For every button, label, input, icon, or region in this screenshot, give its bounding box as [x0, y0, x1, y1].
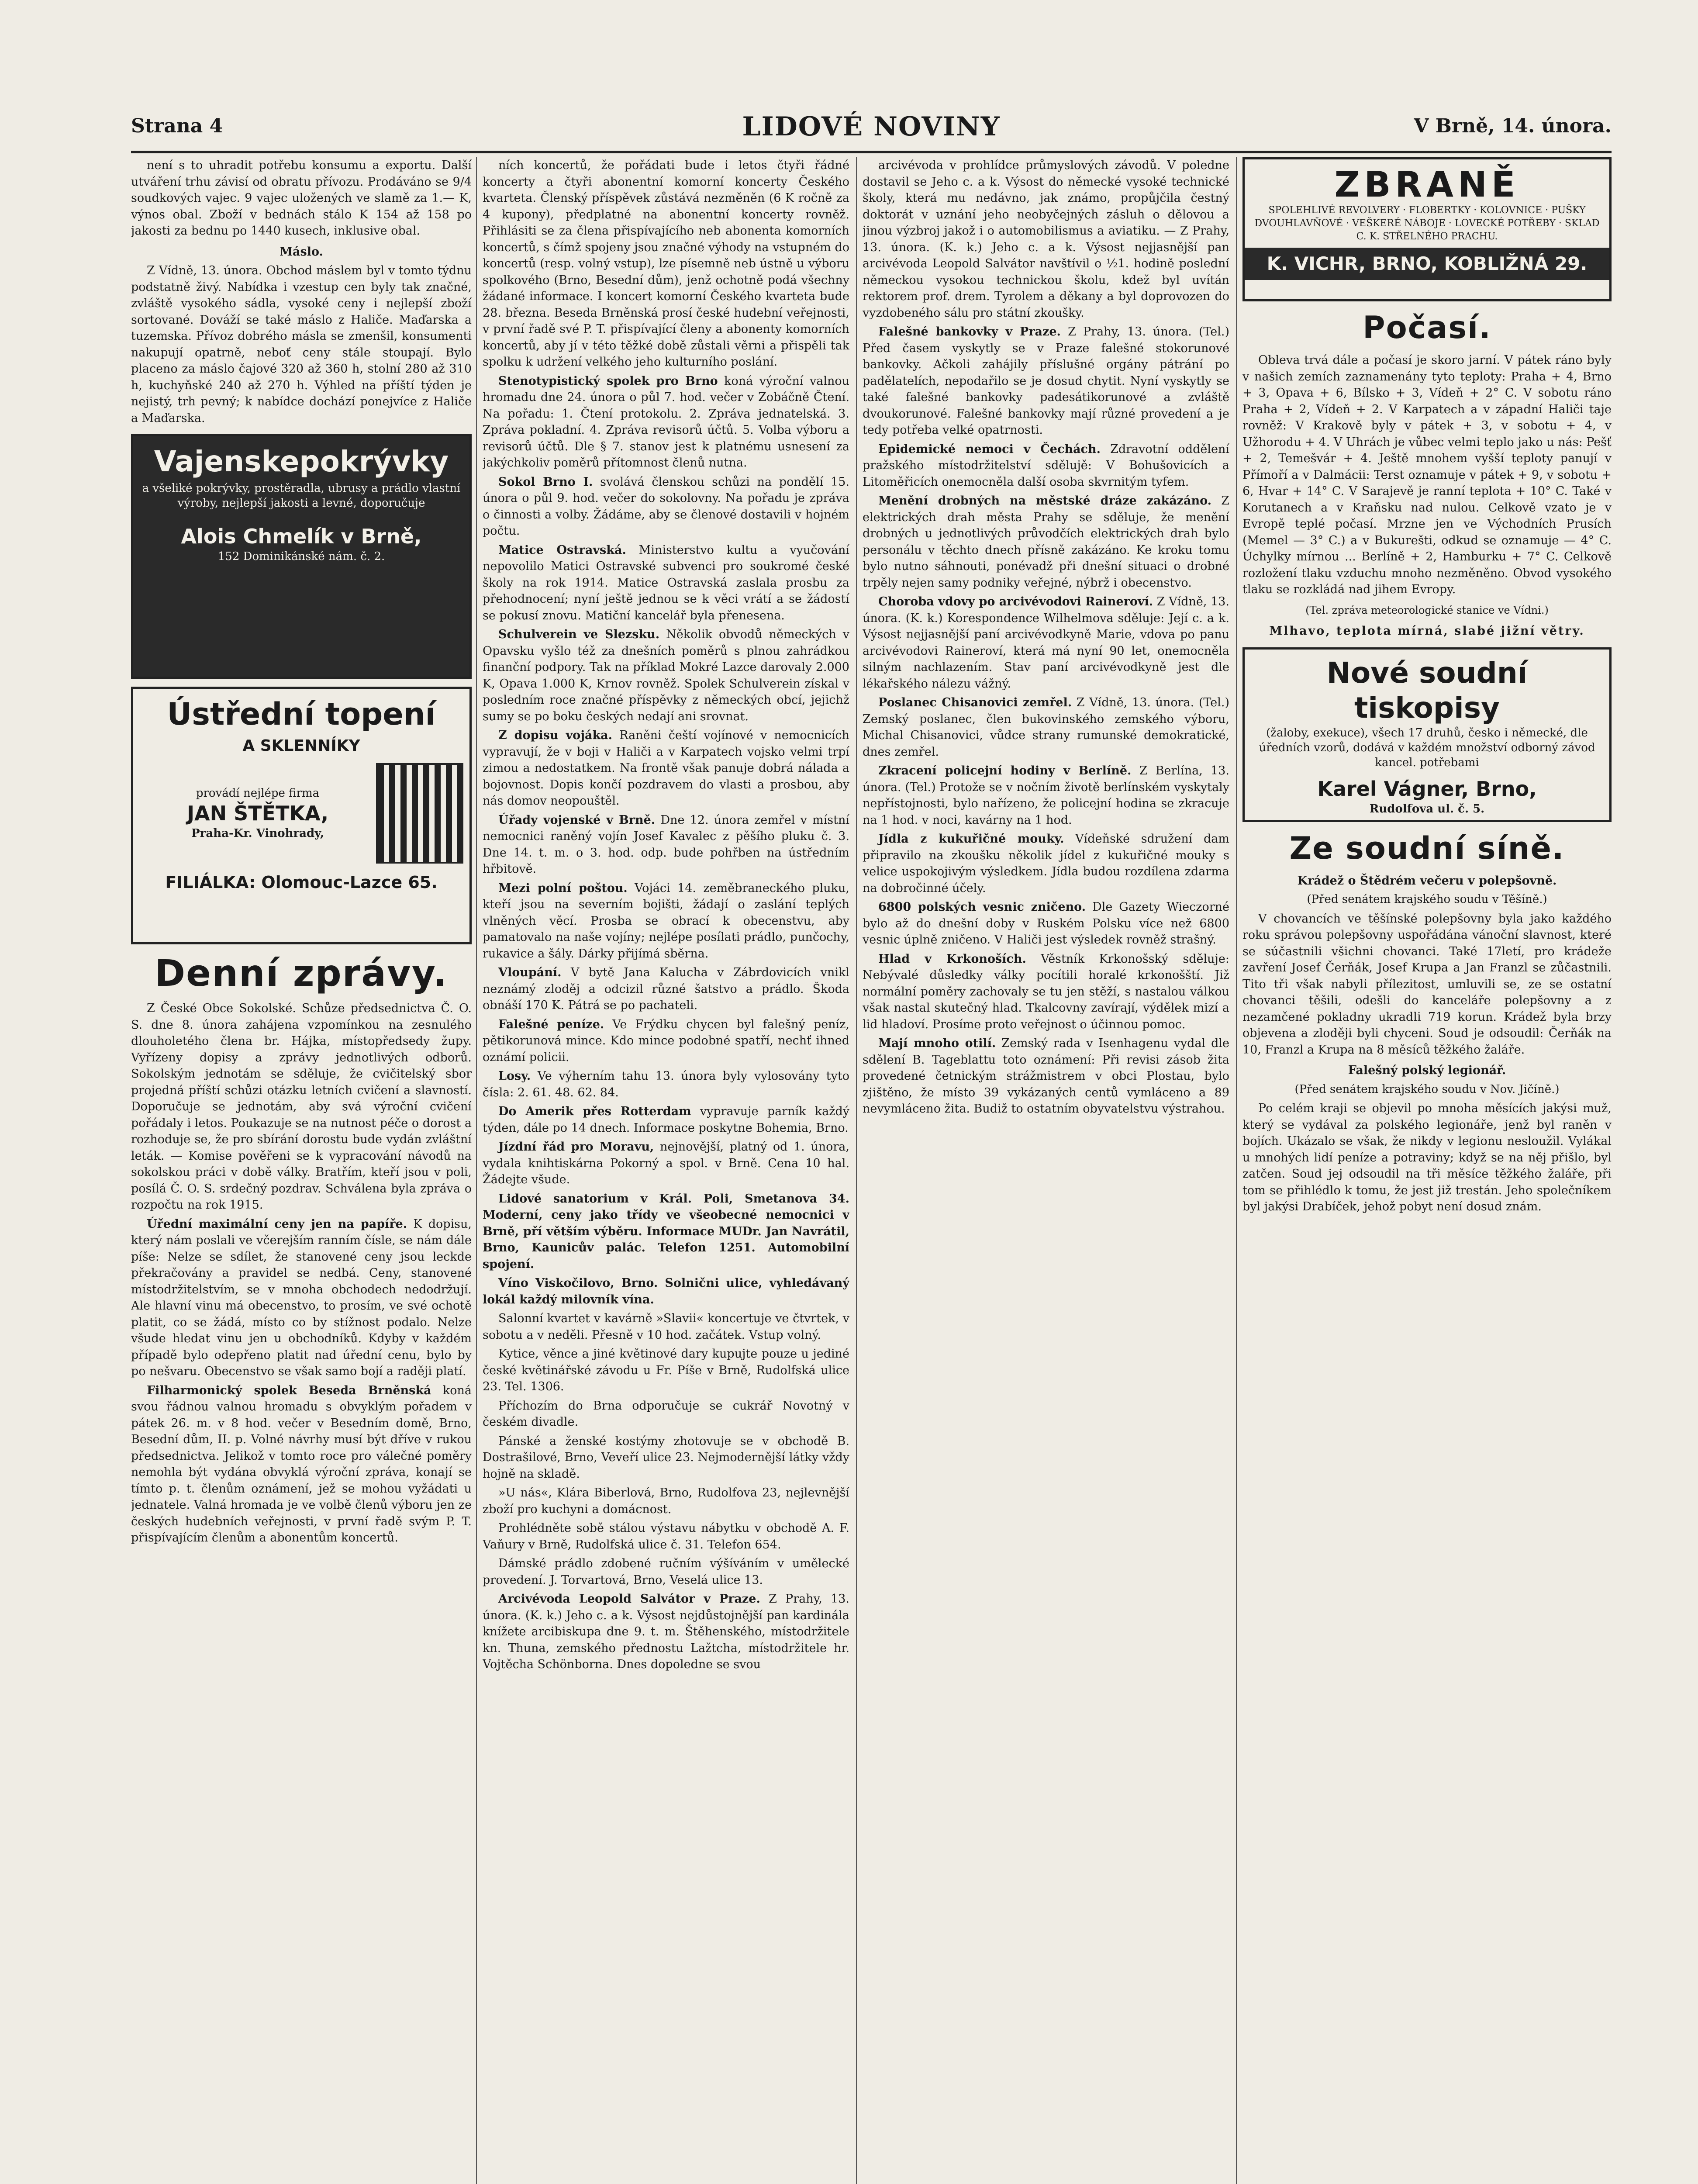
classified-ad: Dámské prádlo zdobené ručním výšíváním v umělecké provedení. J. Torvartová, Brno, Veselá ulice 13.: [483, 1557, 849, 1587]
column-1: [131, 157, 472, 2184]
classified-ad: Salonní kvartet v kavárně »Slavii« koncertuje ve čtvrtek, v sobotu a v neděli. Přesně v 10 hod. začátek. Vstup volný.: [483, 1312, 849, 1342]
radiator-icon: [376, 763, 463, 864]
article-heading: Mezi polní poštou.: [498, 881, 628, 895]
article-text: není s to uhradit potřebu konsumu a exportu. Další utváření trhu závisí od obratu přívozu. Prodáváno se 9/4 soudkových vajec. 9 vajec uložených ve slamě za 1.— K, výnos obal. Zboží v bednách stálo K 154 až 158 po jakosti za bednu po 1440 kusech, inklusive obal.: [131, 159, 472, 238]
classified-ad: Příchozím do Brna odporučuje se cukrář Novotný v českém divadle.: [483, 1399, 849, 1429]
article-text: Několik obvodů německých v Opavsku vyšlo též za dnešních poměrů s plnou zahrádkou finanční podpory. Tak na příklad Mokré Lazce darovaly 2.000 K, Opava 1.000 K, Krnov rovněž. Spolek Schulverein získal v posledním roce značné příspěvky z německých obcí, jejichž sumy se po boku českých nedají ani srovnat.: [483, 628, 849, 723]
article-heading: Arcivévoda Leopold Salvátor v Praze.: [498, 1592, 760, 1606]
column-3: [863, 157, 1229, 2184]
column-rule: [476, 157, 477, 2184]
article-text: Zemský rada v Isenhagenu vydal dle sdělení B. Tageblattu toto oznámení: Při revisi zásob žita provedené četnickým strážmistrem v obci Plostau, bylo zjištěno, že místo 39 vykázaných centů vymláceno a 89 nevymláceno žita. Budiž to ostatním obyvatelstvu výstrahou.: [863, 1037, 1229, 1116]
article-heading: Losy.: [498, 1069, 531, 1083]
ad-text: provádí nejlépe firma: [196, 787, 320, 800]
ad-address: 152 Dominikánské nám. č. 2.: [217, 550, 385, 563]
article-text: svolává členskou schůzi na pondělí 15. února o půl 9. hod. večer do sokolovny. Na pořadu je zpráva o činnosti a volby. Žádáme, aby se členové dostavili v hojném počtu.: [483, 475, 849, 538]
article-subheading: (Před senátem krajského soudu v Těšíně.): [1307, 893, 1547, 906]
advertisement-weapons: [1242, 157, 1612, 301]
article-text: Dle Gazety Wieczorné bylo až do dnešní doby v Ruském Polsku více než 6800 vesnic úplně zničeno. V Haliči jest výsledek rovněž strašný.: [863, 900, 1229, 947]
article-text: Vídeňské sdružení dam připravilo na zkoušku několik jídel z kukuřičné mouky s velice uspokojivým výsledkem. Jídla budou rozdílena zdarma na dobročinné účely.: [863, 832, 1229, 895]
article-heading: Falešný polský legionář.: [1348, 1064, 1506, 1077]
article-heading: Zkracení policejní hodiny v Berlíně.: [878, 764, 1132, 778]
article-heading: Falešné peníze.: [498, 1017, 604, 1031]
article-text: Věstník Krkonošský sděluje: Nebývalé důsledky války pocítili horalé krkonošští. Již normální poměry zachovaly se tu jen stěží, s nastalou válkou však nastal skutečný hlad. Tkalcovny zavírají, výdělek mizí a lid hladoví. Prosíme proto veřejnost o účinnou pomoc.: [863, 952, 1229, 1031]
classified-ad: Víno Viskočilovo, Brno. Solnični ulice, vyhledávaný lokál každý milovník vína.: [483, 1276, 849, 1306]
article-text: Z Vídně, 13. února. Obchod máslem byl v tomto týdnu podstatně živý. Nabídka i vzestup cen byly tak značné, zvláště vysokého sádla, vysoké ceny i nejlepší zboží sortované. Dováží se také máslo z Haliče. Maďarska a tuzemska. Přívoz dobrého másla se zmenšil, konsumenti nakupují opatrně, neboť ceny stále stoupají. Bylo placeno za máslo čajové 320 až 360 h, stolní 280 až 310 h, kuchyňské 240 až 270 h. Výhled na příští týden je nejistý, trh pevný; k nabídce dochází ponejvíce z Haliče a Maďarska.: [131, 264, 472, 425]
article-text: ních koncertů, že pořádati bude i letos čtyři řádné koncerty a čtyři abonentní komorní koncerty Českého kvarteta. Členský příspěvek zůstává nezměněn (6 K ročně za 4 kupony), předplatné na abonentní koncerty rovněž. Přihlásiti se za člena přispívajícího neb abonenta komorních koncertů, s čímž spojeny jsou značné výhody na vstupném do koncertů (resp. volný vstup), lze písemně neb ústně u výboru spolkového (Brno, Besední dům), jenž ochotně podá všechny žádané informace. I koncert komorní Českého kvarteta bude 28. března. Beseda Brněnská prosí české hudební veřejnosti, v první řadě své P. T. přispívající členy a abonenty komorních koncertů, aby jí v této těžké době zůstali věrni a přispěli tak spolku k udržení velkého jeho kulturního poslání.: [483, 159, 849, 369]
article-text: nejnovější, platný od 1. února, vydala knihtiskárna Pokorný a spol. v Brně. Cena 10 hal. Žádejte všude.: [483, 1140, 849, 1186]
column-rule: [1236, 157, 1237, 2184]
classified-ad: Lidové sanatorium v Král. Poli, Smetanova 34. Moderní, ceny jako třídy ve všeobecné nemocnici v Brně, pří větším výběru. Informace MUDr. Jan Navrátil, Brno, Kaunicův palác. Telefon 1251. Automobilní spojení.: [483, 1192, 849, 1271]
advertisement-blankets: [131, 434, 472, 679]
column-2: [483, 157, 849, 2184]
article-subheading: (Před senátem krajského soudu v Nov. Jičíně.): [1294, 1082, 1560, 1096]
article-text: Ve Frýdku chycen byl falešný peníz, pětikorunová mince. Kdo mince podobné spatří, nechť ihned oznámí policii.: [483, 1017, 849, 1064]
article-heading: Filharmonický spolek Beseda Brněnská: [147, 1383, 431, 1397]
weather-forecast: Mlhavo, teplota mírná, slabé jižní větry.: [1269, 624, 1585, 638]
article-text: Raněni čeští vojínové v nemocnicích vypravují, že v boji v Haliči a v Karpatech vojsko velmi trpí zimou a nedostatkem. Na frontě však panuje dobrá nálada a bojovnost. Dopis končí pozdravem do vlasti a prosbou, aby nás domov neopouštěl.: [483, 729, 849, 808]
article-heading: Vloupání.: [498, 966, 562, 979]
ad-company: Alois Chmelík v Brně,: [181, 525, 422, 548]
article-text: V chovancích ve těšínské polepšovny byla jako každého roku správou polepšovny uspořádána vánoční slavnost, které se súčastnili všichni chovanci. Také 17letí, pro krádeže zavření Josef Čerňák, Josef Krupa a Jan Franzl se zůčastnili. Tito tři však nabyli přílezitost, umluvili se, ze se ostatní chovanci těšili, odešli do kanceláře polepšovny a z nezamčené pokladny ukradli 719 korun. Krádež byla brzy objevena a zloději byli chyceni. Soud je odsoudil: Čerňák na 10, Franzl a Krupa na 8 měsíců těžkého žaláře.: [1242, 912, 1612, 1057]
article-text: Z Vídně, 13. února. (Tel.) Zemský poslanec, člen bukovinského zemského výboru, Michal Chisanovici, vůdce strany rumunské demokratické, dnes zemřel.: [863, 696, 1229, 759]
article-heading: Schulverein ve Slezsku.: [498, 628, 660, 641]
article-text: Z elektrických drah města Prahy se sděluje, že menění drobných u jednotlivých průvodčích elektrických drah bylo personálu v těchto dnech přísně zakázáno. Ke kroku tomu bylo nutno sáhnouti, ponévadž při dnešní situaci o drobné trpěly nejen samy podniky veřejné, nýbrž i obecenstvo.: [863, 494, 1229, 590]
column-4: [1242, 157, 1612, 2184]
article-heading: Úřední maximální ceny jen na papíře.: [147, 1217, 407, 1231]
article-heading: Do Amerik přes Rotterdam: [498, 1105, 691, 1118]
article-heading: Z dopisu vojáka.: [498, 729, 613, 742]
article-text: Z Prahy, 13. února. (Tel.) Před časem vyskytly se v Praze falešné stokorunové bankovky. Ačkoli zahájily příslušné orgány pátrání po padělatelích, nepodařilo se je dosud chytit. Nyní vyskytly se také falešné bankovky padesátikorunové a zvláště dvoukorunové. Falešné bankovky mají různé provedení a je tedy potřeba velké opatrnosti.: [863, 325, 1229, 437]
article-text: Zdravotní oddělení pražského místodržitelství sdělujě: V Bohušovicích a Litoměřicích onemocněla další osoba skvrnitým tyfem.: [863, 442, 1229, 489]
ad-address: Praha-Kr. Vinohrady,: [191, 827, 324, 840]
article-text: Ve výherním tahu 13. února byly vylosovány tyto čísla: 2. 61. 48. 62. 84.: [483, 1069, 849, 1099]
article-text: Ministerstvo kultu a vyučování nepovolilo Matici Ostravské subvenci pro soukromé české školy na rok 1914. Matice Ostravská zaslala prosbu za přehodnocení; nyní ještě jednou se k věci vrátí a se žádostí se pokusí znovu. Matiční kancelář byla přenesena.: [483, 543, 849, 622]
article-heading: Menění drobných na městské dráze zakázáno.: [878, 494, 1212, 508]
page-number: Strana 4: [131, 115, 223, 137]
article-heading: Epidemické nemoci v Čechách.: [878, 442, 1101, 456]
article-text: koná výroční valnou hromadu dne 24. února o půl 7. hod. večer v Zobáčně Čtení. Na pořadu: 1. Čtení protokolu. 2. Zpráva jednatelská. 3. Zpráva pokladní. 4. Zpráva revisorů účtů. 5. Volba výboru a revisorů účtů. Dle § 7. stanov jest k platnému usnesení za jakýchkoliv poměrů přítomnost členů nutna.: [483, 374, 849, 470]
ad-text: a všeliké pokrývky, prostěradla, ubrusy a prádlo vlastní výroby, nejlepší jakosti a levné, doporučuje: [142, 482, 461, 510]
article-text: arcivévoda v prohlídce průmyslových závodů. V poledne dostavil se Jeho c. a k. Výsost do německé vysoké technické školy, která mu nedávno, jak známo, propůjčila čestný doktorát v uznání jeho neobyčejných zásluh o dělovou a jinou výzbroj jakož i o automobilismus a aviatiku. — Z Prahy, 13. února. (K. k.) Jeho c. a k. Výsost nejjasnější pan arcivévoda Leopold Salvátor navštívil o ½1. hodině poslední německou vysokou technickou školu, kdež byl uvítán rektorem prof. drem. Tyrolem a děkany a byl doprovozen do vyzdobeného sálu pro státní zkoušky.: [863, 159, 1229, 320]
article-text: Z České Obce Sokolské. Schůze předsednictva Č. O. S. dne 8. února zahájena vzpomínkou na zesnulého dlouholetého člena br. Hájka, místopředsedy župy. Vyřízeny dopisy a zprávy jednotlivých odborů. Sokolským jednotám se sděluje, že cvičitelský sbor projedná příští schůzi otázku letních cvičení a slavností. Doporučuje se jednotám, aby svá výroční cvičení pořádaly i letos. Poukazuje se na nutnost péče o dorost a rozhoduje se, že pro sbírání dorostu bude vydán zvláštní leták. — Komise pověřeni se k vypracování návodů na sokolskou práci v době války. Bratřím, kteří jsou v poli, posílá Č. O. S. srdečný pozdrav. Schválena byla zpráva o rozpočtu na rok 1915.: [131, 1002, 472, 1212]
weather-report: Obleva trvá dále a počasí je skoro jarní. V pátek ráno byly v našich zemích zaznamenány tyto teploty: Praha + 4, Brno + 3, Opava + 6, Bílsko + 3, Vídeň + 2° C. V sobotu ráno Praha + 2, Vídeň + 2. V Karpatech a v západní Haliči taje rovněž: V Krakově byly v pátek + 3, v sobotu + 4, v Užhorodu + 4. V Uhrách je vůbec velmi teplo jako u nás: Pešť + 2, Temešvár + 4. Ještě mnohem vyšší teploty panují v Přímoří a v Dalmácii: Terst oznamuje v pátek + 9, v sobotu + 6, Hvar + 14° C. V Sarajevě je ranní teplota + 10° C. Také v Korutanech a v Kraňsku nad nulou. Celkově vzato je v Evropě teplé počasí. Mrzne jen ve Východních Prusích (Memel — 3° C.) a v Bukurešti, odkud se oznamuje — 4° C. Úchylky mírnou ... Berlíně + 2, Hamburku + 7° C. Celkově rozložení tlaku vzduchu mnoho nezměněno. Obvod vysokého tlaku se rozkládá nad jihem Evropy.: [1242, 353, 1612, 596]
article-heading: 6800 polských vesnic zničeno.: [878, 900, 1086, 914]
classified-ad: Pánské a ženské kostýmy zhotovuje se v obchodě B. Dostrašilové, Brno, Veveří ulice 23. Nejmodernější látky vždy hojně na skladě.: [483, 1434, 849, 1481]
article-heading: Stenotypistický spolek pro Brno: [498, 374, 718, 388]
ad-text: SPOLEHLIVÉ REVOLVERY · FLOBERTKY · KOLOVNICE · PUŠKY DVOUHLAVŇOVÉ · VEŠKERÉ NÁBOJE · LOVECKÉ POTŘEBY · SKLAD C. K. STŘELNÉHO PRACHU.: [1254, 205, 1600, 242]
article-heading: Mají mnoho otilí.: [878, 1037, 996, 1050]
article-heading: Choroba vdovy po arcivévodovi Raineroví.: [878, 595, 1153, 608]
column-rule: [856, 157, 857, 2184]
advertisement-forms: [1242, 647, 1612, 822]
ad-company: K. VICHR, BRNO, KOBLIŽNÁ 29.: [1267, 253, 1588, 274]
advertisement-heating: [131, 687, 472, 944]
ad-title: Nové soudní tiskopisy: [1326, 656, 1528, 725]
article-heading: Matice Ostravská.: [498, 543, 626, 557]
article-heading: Úřady vojenské v Brně.: [498, 813, 656, 827]
paper-name: LIDOVÉ NOVINY: [742, 111, 1001, 142]
ad-address: Rudolfova ul. č. 5.: [1369, 802, 1485, 816]
article-heading: Máslo.: [280, 245, 323, 259]
section-title: Počasí.: [1363, 310, 1491, 346]
article-heading: Sokol Brno I.: [498, 475, 593, 489]
article-heading: Jízdní řád pro Moravu,: [498, 1140, 654, 1154]
article-heading: Falešné bankovky v Praze.: [878, 325, 1061, 339]
section-title: Ze soudní síně.: [1289, 830, 1565, 866]
ad-title: Vajenskepokrývky: [154, 445, 449, 478]
ad-title: ZBRANĚ: [1334, 164, 1520, 205]
ad-company: Karel Vágner, Brno,: [1317, 777, 1537, 801]
article-heading: Jídla z kukuřičné mouky.: [878, 832, 1064, 846]
article-text: koná svou řádnou valnou hromadu s obvyklým pořadem v pátek 26. m. v 8 hod. večer v Besedním domě, Brno, Besední dům, II. p. Volné návrhy musí být dříve v rukou předsednictva. Jelikož v tomto roce pro válečné poměry nemohla být vydána obvyklá výroční zpráva, konají se tímto p. t. členům oznámení, jež se mohou vyžádati u jednatele. Valná hromada je ve volbě členů výboru jen ze českých hudebních veřejnosti, v první řadě svým P. T. přispívajícím členům a abonentům koncertů.: [131, 1383, 472, 1545]
article-text: V bytě Jana Kalucha v Zábrdovicích vnikl neznámý zloděj a odcizil různé šatstvo a prádlo. Škoda obnáší 170 K. Pátrá se po pachateli.: [483, 966, 849, 1012]
classified-ad: »U nás«, Klára Biberlová, Brno, Rudolfova 23, nejlevnější zboží pro kuchyni a domácnost.: [483, 1486, 849, 1516]
ad-branch: FILIÁLKA: Olomouc-Lazce 65.: [165, 873, 438, 892]
section-title: Denní zprávy.: [155, 952, 448, 995]
article-text: Z Vídně, 13. února. (K. k.) Korespondence Wilhelmova sděluje: Její c. a k. Výsost nejjasnější paní arcivévodkyně Marie, vdova po panu arcivévodovi Raineroví, která má nyní 90 let, onemocněla silným nachlazením. Stav paní arcivévodkyně jest dle lékařského nálezu vážný.: [863, 595, 1229, 691]
date-line: V Brně, 14. února.: [1414, 115, 1612, 137]
article-text: K dopisu, který nám poslali ve včerejším ranním čísle, se nám dále píše: Nelze se sdílet, že stanovené ceny jsou leckde překračovány a pravidel se nedbá. Ceny, stanovené místodržitelstvím, se v mnoha obchodech nedodržují. Ale hlavní vinu má obecenstvo, to prosím, ve své ochotě platit, co se žádá, místo co by stížnost podalo. Nelze všude hledat vinu jen u obchodníků. Kdyby v každém případě bylo odepřeno platit nad úřední cenu, bylo by po nešvaru. Obecenstvo se však samo bojí a raději platí.: [131, 1217, 472, 1378]
classified-ad: Prohlédněte sobě stálou výstavu nábytku v obchodě A. F. Vaňury v Brně, Rudolfská ulice č. 31. Telefon 654.: [483, 1521, 849, 1552]
article-text: Vojáci 14. zeměbraneckého pluku, kteří jsou na severním bojišti, žádají o zaslání teplých vlněných věcí. Prosba se obrací k obecenstvu, aby pamatovalo na naše vojíny; nejlépe posílati prádlo, punčochy, rukavice a šály. Dárky přijímá sběrna.: [483, 881, 849, 961]
masthead: [131, 111, 1612, 153]
article-text: Po celém kraji se objevil po mnoha měsících jakýsi muž, který se vydával za polského legionáře, jenž byl raněn v bojích. Ukázalo se však, že nikdy v legionu nesloužil. Vylákal u mnohých lidí peníze a potraviny; když se na něj přišlo, byl zatčen. Soud jej odsoudil na tři měsíce těžkého žaláře, při tom se přihlédlo k tomu, že jest již trestán. Jeho společníkem byl jakýsi Drabíček, jehož pobyt není dosud znám.: [1242, 1102, 1612, 1213]
article-heading: Krádež o Štědrém večeru v polepšovně.: [1297, 874, 1557, 888]
classified-ad: Kytice, věnce a jiné květinové dary kupujte pouze u jediné české květinářské závodu u Fr. Píše v Brně, Rudolfská ulice 23. Tel. 1306.: [483, 1347, 849, 1393]
article-text: Z Berlína, 13. února. (Tel.) Protože se v nočním životě berlínském vyskytaly nepřístojnosti, bylo nařízeno, že policejní hodina se zkracuje na 1 hod. v noci, kavárny na 1 hod.: [863, 764, 1229, 827]
ad-company: JAN ŠTĚTKA,: [186, 802, 329, 825]
ad-text: (žaloby, exekuce), všech 17 druhů, česko i německé, dle úředních vzorů, dodává v každém množství odborný závod kancel. potřebami: [1259, 726, 1595, 769]
article-text: Z Prahy, 13. února. (K. k.) Jeho c. a k. Výsost nejdůstojnější pan kardinála knížete arcibiskupa dne 9. t. m. Štěhenského, místodržitele kn. Thuna, zemského přednostu Lažtcha, místodržitele hr. Vojtěcha Schönborna. Dnes dopoledne se svou: [483, 1592, 849, 1671]
article-heading: Poslanec Chisanovici zemřel.: [878, 696, 1072, 709]
weather-source: (Tel. zpráva meteorologické stanice ve Vídni.): [1305, 604, 1549, 616]
article-heading: Hlad v Krkonoších.: [878, 952, 1026, 966]
ad-subtitle: A SKLENNÍKY: [242, 737, 360, 755]
article-text: vypravuje parník každý týden, dále po 14 dnech. Informace poskytne Bohemia, Brno.: [483, 1105, 849, 1135]
ad-title: Ústřední topení: [167, 696, 436, 732]
article-text: Dne 12. února zemřel v místní nemocnici raněný vojín Josef Kavalec z pěšího pluku č. 3. Dne 14. t. m. o 3. hod. odp. bude pohřben na ústředním hřbitově.: [483, 813, 849, 876]
